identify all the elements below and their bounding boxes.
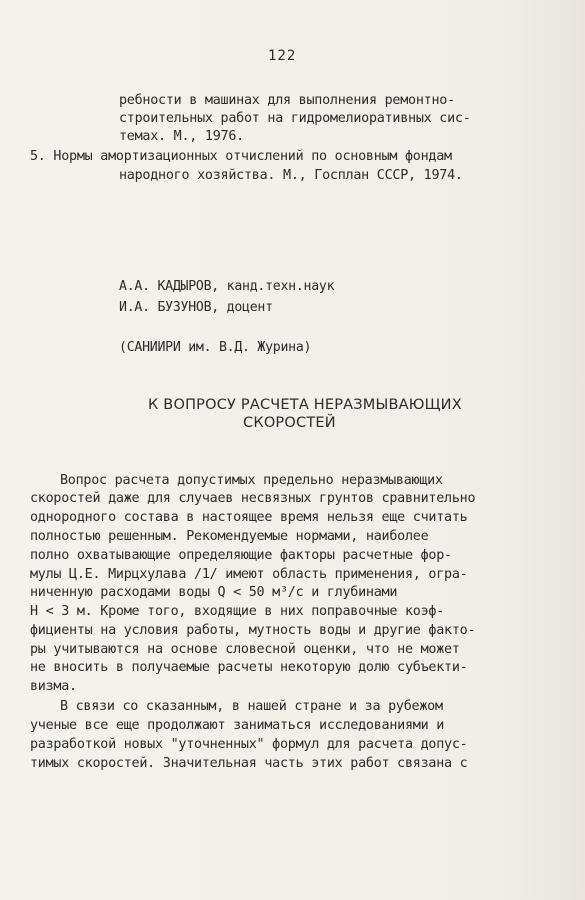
reference-line: народного хозяйства. М., Госплан СССР, 1974. (119, 168, 463, 183)
body-line: полностью решенным. Рекомендуемые нормами, наиболее (30, 529, 429, 544)
reference-line: ребности в машинах для выполнения ремонтно- (119, 93, 455, 108)
body-line: визма. (30, 679, 77, 694)
reference-line: строительных работ на гидромелиоративных сис- (119, 111, 471, 126)
body-line: ры учитываются на основе словесной оценки, что не может (30, 642, 460, 657)
body-line: В связи со сказанным, в нашей стране и за рубежом (60, 699, 443, 714)
body-line: не вносить в получаемые расчеты некоторую долю субъекти- (30, 660, 468, 675)
reference-line: темах. М., 1976. (119, 129, 244, 144)
author-line: А.А. КАДЫРОВ, канд.техн.наук (119, 279, 335, 294)
body-line: ниченную расходами воды Q < 50 м³/с и глубинами (30, 585, 398, 600)
article-title-line: К ВОПРОСУ РАСЧЕТА НЕРАЗМЫВАЮЩИХ (148, 397, 462, 413)
body-line: скоростей даже для случаев несвязных грунтов сравнительно (30, 491, 476, 506)
body-line: H < 3 м. Кроме того, входящие в них поправочные коэф- (30, 604, 445, 619)
reference-line: 5. Нормы амортизационных отчислений по основным фондам (30, 149, 452, 164)
body-line: тимых скоростей. Значительная часть этих работ связана с (30, 756, 468, 771)
body-line: фициенты на условия работы, мутность воды и другие факто- (30, 623, 476, 638)
article-title-line: СКОРОСТЕЙ (243, 415, 336, 431)
author-line: И.А. БУЗУНОВ, доцент (119, 300, 273, 315)
body-line: ученые все еще продолжают заниматься исследованиями и (30, 718, 445, 733)
body-line: разработкой новых "уточненных" формул для расчета допус- (30, 737, 468, 752)
body-line: полно охватывающие определяющие факторы расчетные фор- (30, 548, 452, 563)
body-line: однородного состава в настоящее время нельзя еще считать (30, 510, 468, 525)
affiliation: (САНИИРИ им. В.Д. Журина) (119, 340, 312, 355)
page-number: 122 (268, 48, 297, 64)
body-line: мулы Ц.Е. Мирцхулава /1/ имеют область применения, огра- (30, 567, 468, 582)
body-line: Вопрос расчета допустимых предельно неразмывающих (60, 473, 443, 488)
